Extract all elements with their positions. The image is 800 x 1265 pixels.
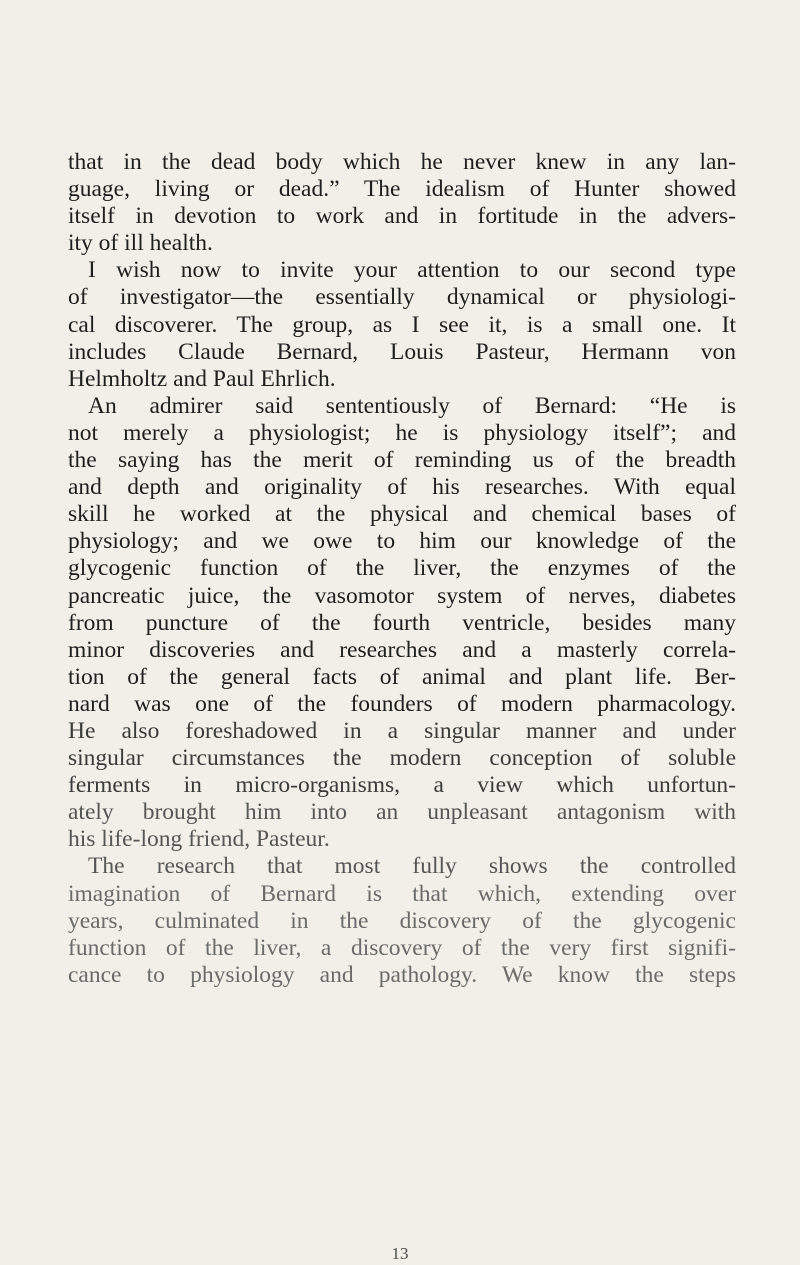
text-line: itself in devotion to work and in fortitude in the advers- bbox=[68, 203, 736, 230]
text-line: physiology; and we owe to him our knowledge of the bbox=[68, 528, 736, 555]
text-line: years, culminated in the discovery of the glycogenic bbox=[68, 907, 736, 934]
text-line: cal discoverer. The group, as I see it, is a small one. It bbox=[68, 311, 736, 338]
text-line: and depth and originality of his researches. With equal bbox=[68, 474, 736, 501]
text-line: nard was one of the founders of modern pharmacology. bbox=[68, 690, 736, 717]
text-line: his life-long friend, Pasteur. bbox=[68, 826, 330, 853]
text-line: of investigator—the essentially dynamical or physiologi- bbox=[68, 284, 736, 311]
text-line: tion of the general facts of animal and plant life. Ber- bbox=[68, 663, 736, 690]
body-text bbox=[68, 149, 736, 989]
text-line: ferments in micro-organisms, a view which unfortun- bbox=[68, 772, 736, 799]
text-line: guage, living or dead.” The idealism of Hunter showed bbox=[68, 176, 736, 203]
text-line: function of the liver, a discovery of the very first signifi- bbox=[68, 934, 736, 961]
text-line: An admirer said sententiously of Bernard: “He is bbox=[88, 392, 736, 419]
text-line: I wish now to invite your attention to our second type bbox=[88, 257, 736, 284]
text-line: includes Claude Bernard, Louis Pasteur, Hermann von bbox=[68, 338, 736, 365]
text-line: Helmholtz and Paul Ehrlich. bbox=[68, 365, 336, 392]
page-number: 13 bbox=[391, 1244, 409, 1263]
text-line: glycogenic function of the liver, the enzymes of the bbox=[68, 555, 736, 582]
text-line: imagination of Bernard is that which, extending over bbox=[68, 880, 736, 907]
text-line: ity of ill health. bbox=[68, 230, 213, 257]
text-line: the saying has the merit of reminding us of the breadth bbox=[68, 447, 736, 474]
text-line: minor discoveries and researches and a masterly correla- bbox=[68, 636, 736, 663]
text-line: that in the dead body which he never knew in any lan- bbox=[68, 149, 736, 175]
text-line: ately brought him into an unpleasant antagonism with bbox=[68, 799, 736, 826]
text-line: cance to physiology and pathology. We know the steps bbox=[68, 961, 736, 988]
text-line: pancreatic juice, the vasomotor system of nerves, diabetes bbox=[68, 582, 736, 609]
text-line: singular circumstances the modern conception of soluble bbox=[68, 745, 736, 772]
text-line: skill he worked at the physical and chemical bases of bbox=[68, 501, 736, 528]
text-line: from puncture of the fourth ventricle, besides many bbox=[68, 609, 736, 636]
text-line: not merely a physiologist; he is physiology itself”; and bbox=[68, 419, 736, 446]
text-line: He also foreshadowed in a singular manner and under bbox=[68, 717, 736, 744]
text-line: The research that most fully shows the controlled bbox=[88, 853, 736, 880]
